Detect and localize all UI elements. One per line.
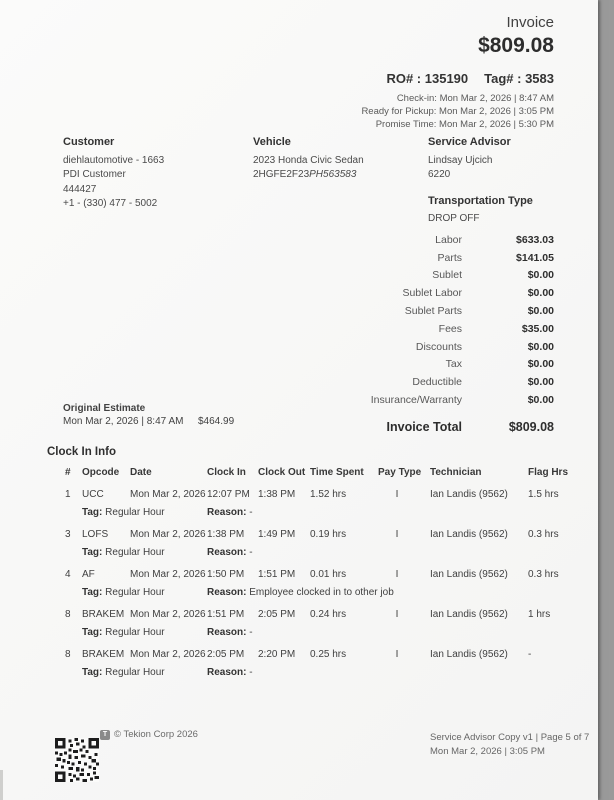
invoice-header bbox=[361, 14, 554, 131]
transportation-type-value: DROP OFF bbox=[428, 213, 480, 224]
customer-title: Customer bbox=[63, 136, 115, 148]
table-row: 8 BRAKEM Mon Mar 2, 2026 2:05 PM 2:20 PM 0.25 hrs I Ian Landis (9562) - bbox=[65, 648, 532, 660]
charge-row: Deductible $0.00 bbox=[412, 376, 554, 389]
clock-in-table bbox=[65, 463, 585, 685]
table-row: 3 LOFS Mon Mar 2, 2026 1:38 PM 1:49 PM 0.19 hrs I Ian Landis (9562) 0.3 hrs bbox=[65, 528, 559, 540]
footer-page-info bbox=[430, 731, 589, 758]
print-timestamp: Mon Mar 2, 2026 | 3:05 PM bbox=[430, 745, 545, 757]
invoice-total-amount: $809.08 bbox=[478, 34, 554, 57]
charge-row: Insurance/Warranty $0.00 bbox=[370, 394, 554, 407]
promise-time: Promise Time: Mon Mar 2, 2026 | 5:30 PM bbox=[375, 119, 554, 130]
doc-type-label: Invoice bbox=[506, 14, 554, 31]
vehicle-model: 2023 Honda Civic Sedan bbox=[253, 154, 364, 166]
customer-section bbox=[63, 135, 243, 212]
clock-entry bbox=[65, 605, 585, 641]
clock-entry bbox=[65, 565, 585, 601]
tag-reason-row: Tag: Regular Hour Reason: - bbox=[82, 546, 253, 558]
customer-number: 444427 bbox=[63, 183, 97, 195]
charge-row: Fees $35.00 bbox=[438, 322, 554, 335]
tekion-logo-icon: T bbox=[100, 730, 110, 740]
charge-row: Parts $141.05 bbox=[437, 251, 554, 264]
vehicle-section bbox=[253, 135, 423, 183]
charges-summary bbox=[297, 231, 554, 438]
tag-reason-row: Tag: Regular Hour Reason: - bbox=[82, 626, 253, 638]
charge-row: Discounts $0.00 bbox=[415, 340, 554, 353]
charge-row: Tax $0.00 bbox=[445, 358, 554, 371]
clock-entry bbox=[65, 485, 585, 521]
transportation-type-title: Transportation Type bbox=[428, 194, 533, 207]
original-estimate-date: Mon Mar 2, 2026 | 8:47 AM bbox=[63, 416, 184, 427]
ro-number: RO# : 135190 bbox=[386, 71, 469, 86]
schedule-meta bbox=[361, 92, 554, 131]
tekion-copyright-line bbox=[100, 729, 198, 740]
table-row: 8 BRAKEM Mon Mar 2, 2026 1:51 PM 2:05 PM 0.24 hrs I Ian Landis (9562) 1 hrs bbox=[65, 608, 551, 620]
service-advisor-name: Lindsay Ujcich bbox=[428, 154, 493, 166]
copyright-text: © Tekion Corp 2026 bbox=[114, 729, 198, 740]
tag-reason-row: Tag: Regular Hour Reason: - bbox=[82, 506, 253, 518]
ready-for-pickup-time: Ready for Pickup: Mon Mar 2, 2026 | 3:05 PM bbox=[361, 106, 554, 117]
customer-type: PDI Customer bbox=[63, 169, 126, 180]
original-estimate-title: Original Estimate bbox=[63, 403, 146, 414]
table-row: 1 UCC Mon Mar 2, 2026 12:07 PM 1:38 PM 1.52 hrs I Ian Landis (9562) 1.5 hrs bbox=[65, 488, 559, 500]
invoice-total-row: Invoice Total $809.08 bbox=[386, 419, 554, 434]
tag-number: Tag# : 3583 bbox=[484, 71, 554, 86]
vehicle-title: Vehicle bbox=[253, 136, 291, 148]
service-advisor-title: Service Advisor bbox=[428, 136, 511, 148]
service-advisor-section bbox=[428, 135, 578, 227]
ro-tag-line bbox=[361, 71, 554, 86]
scan-edge-artifact bbox=[0, 770, 3, 800]
customer-name: diehlautomotive - 1663 bbox=[63, 154, 165, 166]
copy-version-page: Service Advisor Copy v1 | Page 5 of 7 bbox=[430, 732, 590, 743]
vehicle-vin: 2HGFE2F23PH563583 bbox=[253, 169, 357, 180]
service-advisor-number: 6220 bbox=[428, 169, 451, 180]
clock-in-table-header: # Opcode Date Clock In Clock Out Time Spent Pay Type Technician Flag Hrs bbox=[65, 466, 569, 478]
check-in-time: Check-in: Mon Mar 2, 2026 | 8:47 AM bbox=[396, 93, 554, 104]
qr-code-icon bbox=[55, 737, 99, 783]
clock-entry bbox=[65, 525, 585, 561]
original-estimate-section bbox=[63, 403, 234, 427]
charge-row: Sublet Labor $0.00 bbox=[402, 287, 554, 300]
tag-reason-row: Tag: Regular Hour Reason: Employee clocked in to other job bbox=[82, 586, 394, 598]
charge-row: Labor $633.03 bbox=[435, 233, 554, 246]
original-estimate-amount: $464.99 bbox=[198, 416, 235, 427]
table-row: 4 AF Mon Mar 2, 2026 1:50 PM 1:51 PM 0.01 hrs I Ian Landis (9562) 0.3 hrs bbox=[65, 568, 559, 580]
customer-phone: +1 - (330) 477 - 5002 bbox=[63, 198, 158, 209]
clock-in-info-title: Clock In Info bbox=[47, 446, 116, 458]
clock-entry bbox=[65, 645, 585, 681]
charge-row: Sublet Parts $0.00 bbox=[404, 305, 554, 318]
tag-reason-row: Tag: Regular Hour Reason: - bbox=[82, 666, 253, 678]
charge-row: Sublet $0.00 bbox=[432, 269, 554, 282]
